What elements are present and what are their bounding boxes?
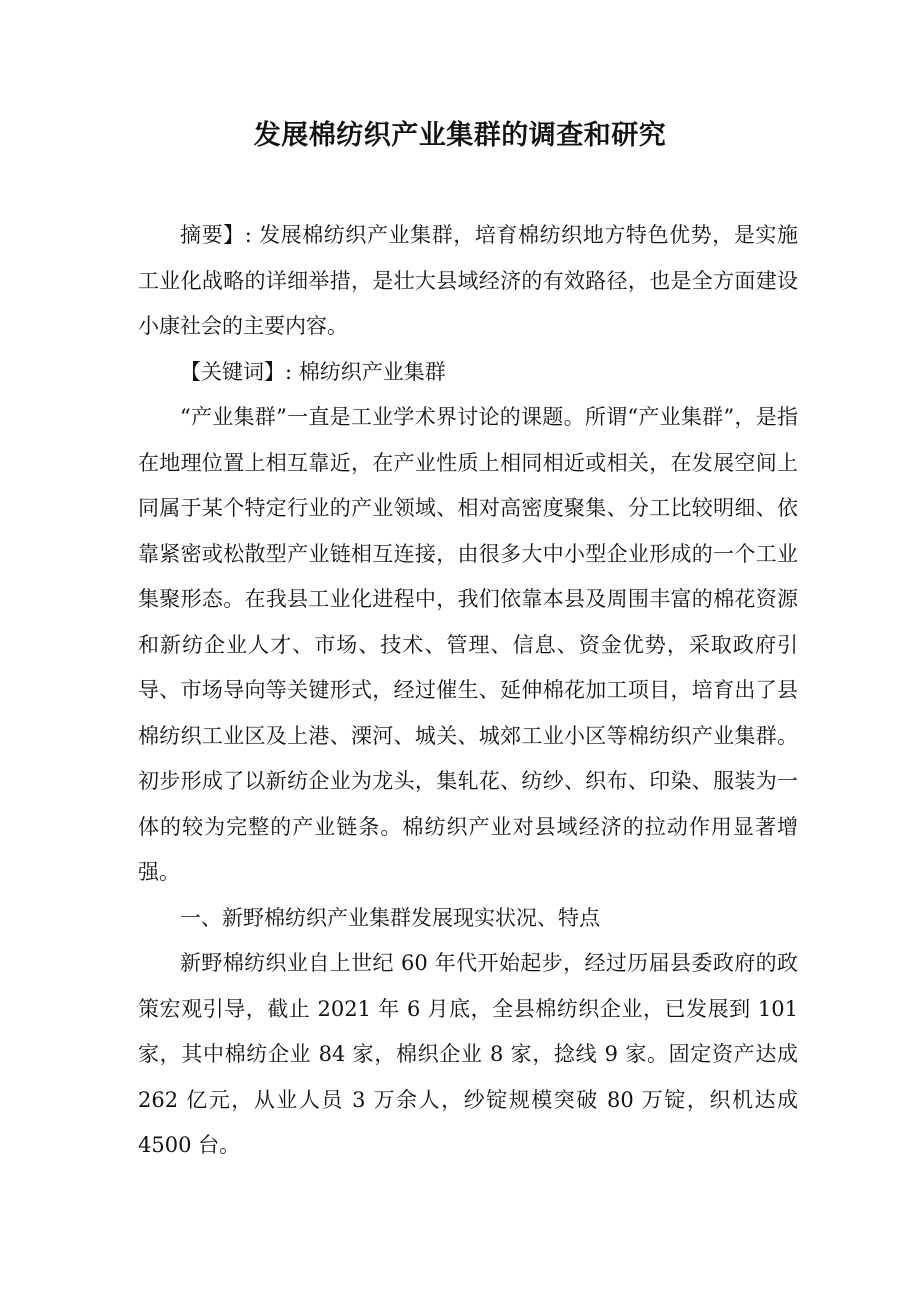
document-title: 发展棉纺织产业集群的调查和研究 [253, 120, 667, 151]
abstract-paragraph: 摘要】: 发展棉纺织产业集群，培育棉纺织地方特色优势，是实施工业化战略的详细举措，是壮大县域经济的有效路径，也是全方面建设小康社会的主要内容。 [138, 223, 798, 338]
body-paragraph: “产业集群”一直是工业学术界讨论的课题。所谓“产业集群”，是指在地理位置上相互靠近，在产业性质上相同相近或相关，在发展空间上同属于某个特定行业的产业领域、相对高密度聚集、分工比较明细、依靠紧密或松散型产业链相互连接，由很多大中小型企业形成的一个工业集聚形态。在我县工业化进程中，我们依靠本县及周围丰富的棉花资源和新纺企业人才、市场、技术、管理、信息、资金优势，采取政府引导、市场导向等关键形式，经过催生、延伸棉花加工项目，培育出了县棉纺织工业区及上港、溧河、城关、城郊工业小区等棉纺织产业集群。初步形成了以新纺企业为龙头，集轧花、纺纱、织布、印染、服装为一体的较为完整的产业链条。棉纺织产业对县域经济的拉动作用显著增强。 [138, 405, 798, 884]
keywords-paragraph: 【关键词】: 棉纺织产业集群 [180, 359, 446, 384]
body-paragraph: 新野棉纺织业自上世纪 60 年代开始起步，经过历届县委政府的政策宏观引导，截止 2021 年 6 月底，全县棉纺织企业，已发展到 101 家，其中棉纺企业 84 家，棉织企业 8 家，捻线 9 家。固定资产达成 262 亿元，从业人员 3 万余人，纱锭规模突破 80 万锭，织机达成 4500 台。 [138, 951, 798, 1157]
section-heading: 一、新野棉纺织产业集群发展现实状况、特点 [180, 905, 600, 930]
document-body [138, 213, 798, 1169]
